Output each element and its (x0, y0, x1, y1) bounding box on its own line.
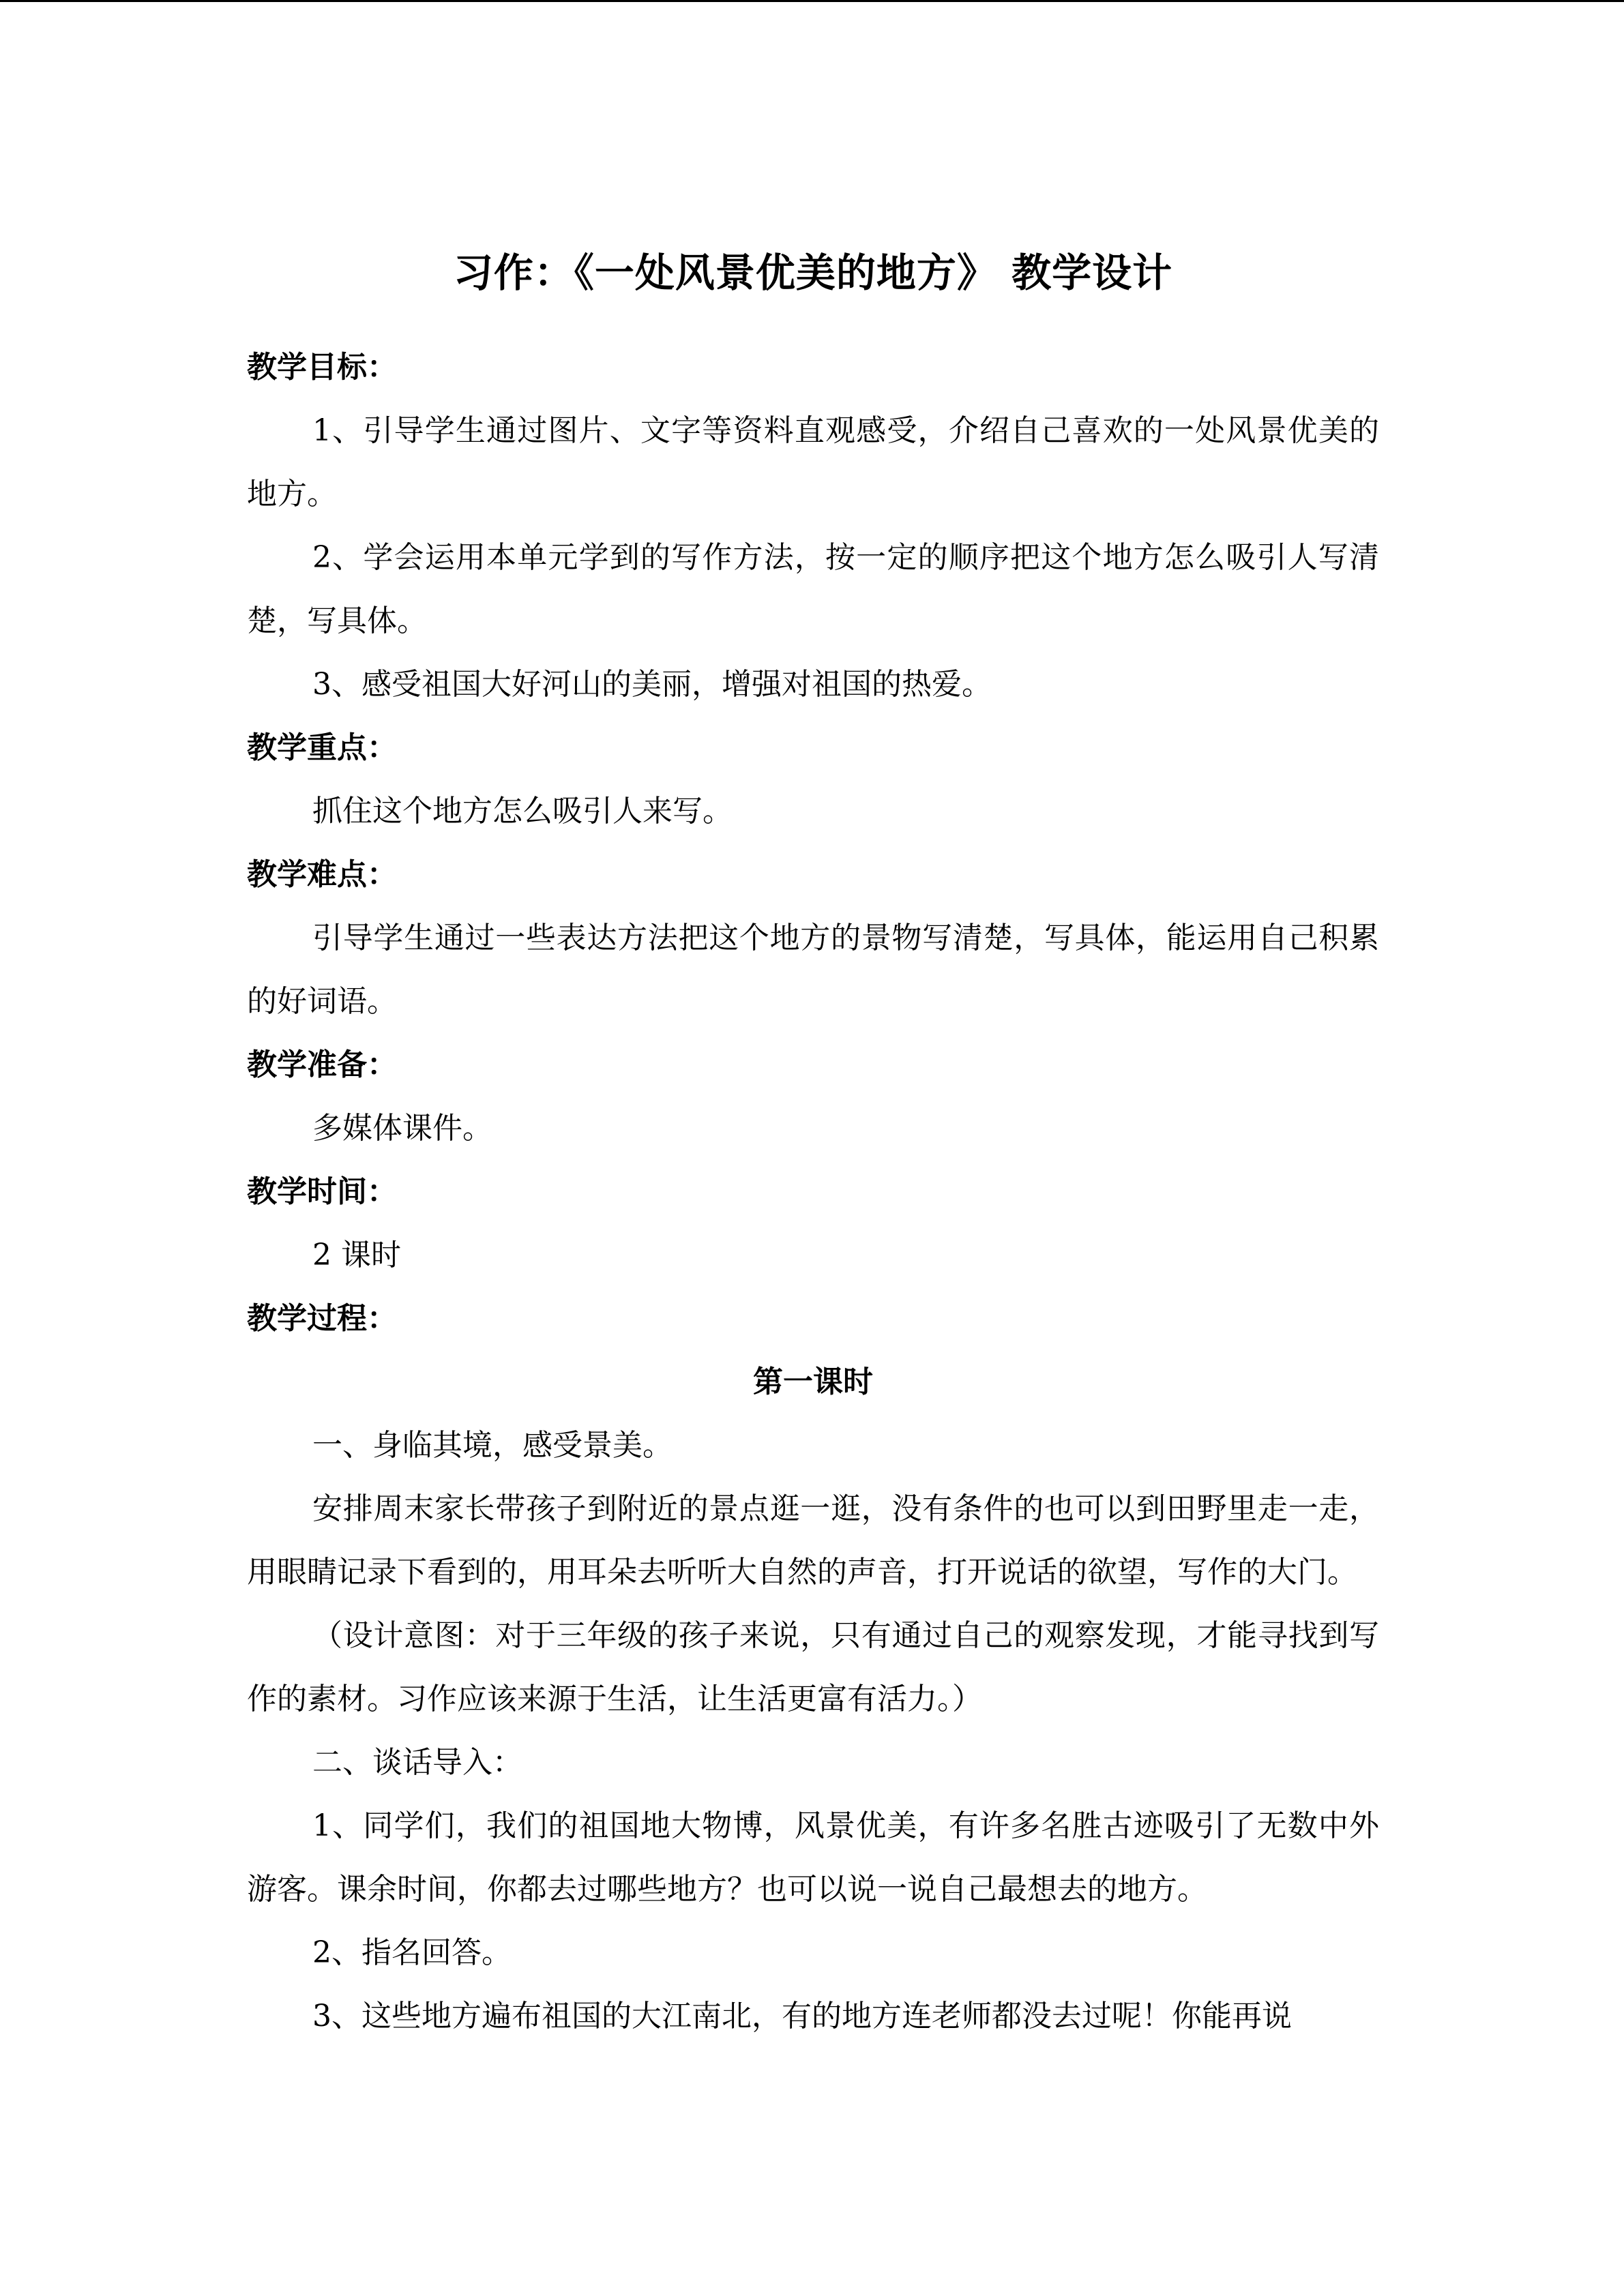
objective-item-2: 2、学会运用本单元学到的写作方法，按一定的顺序把这个地方怎么吸引人写清楚，写具体。 (247, 540, 1379, 638)
process-paragraph: （设计意图：对于三年级的孩子来说，只有通过自己的观察发现，才能寻找到写作的素材。习作应该来源于生活，让生活更富有活力。） (247, 1618, 1379, 1716)
preparation-heading: 教学准备： (247, 1047, 397, 1082)
key-points-heading: 教学重点： (247, 730, 397, 765)
key-points-text: 抓住这个地方怎么吸引人来写。 (312, 794, 733, 829)
difficulties-heading: 教学难点： (247, 857, 397, 892)
document-title: 习作：《一处风景优美的地方》 教学设计 (453, 250, 1173, 296)
document-page (247, 245, 1379, 2048)
lesson-title: 第一课时 (753, 1365, 873, 1399)
process-paragraph: 2、指名回答。 (312, 1935, 512, 1970)
process-paragraph: 一、身临其境，感受景美。 (312, 1428, 673, 1463)
process-paragraph: 3、这些地方遍布祖国的大江南北，有的地方连老师都没去过呢！你能再说 (312, 1999, 1292, 2033)
objective-item-3: 3、感受祖国大好河山的美丽，增强对祖国的热爱。 (312, 667, 992, 702)
duration-heading: 教学时间： (247, 1174, 397, 1209)
process-heading: 教学过程： (247, 1301, 397, 1336)
page-top-border (0, 0, 1624, 2)
objectives-heading: 教学目标： (247, 350, 397, 385)
process-paragraph: 1、同学们，我们的祖国地大物博，风景优美，有许多名胜古迹吸引了无数中外游客。课余时间，你都去过哪些地方？也可以说一说自己最想去的地方。 (247, 1808, 1379, 1907)
process-paragraph: 安排周末家长带孩子到附近的景点逛一逛，没有条件的也可以到田野里走一走，用眼睛记录下看到的，用耳朵去听听大自然的声音，打开说话的欲望，写作的大门。 (247, 1491, 1379, 1590)
preparation-text: 多媒体课件。 (312, 1111, 492, 1146)
difficulties-text: 引导学生通过一些表达方法把这个地方的景物写清楚，写具体，能运用自己积累的好词语。 (247, 921, 1379, 1019)
process-paragraph: 二、谈话导入： (312, 1745, 522, 1780)
objective-item-1: 1、引导学生通过图片、文字等资料直观感受，介绍自己喜欢的一处风景优美的地方。 (247, 413, 1379, 511)
duration-text: 2 课时 (312, 1238, 401, 1272)
